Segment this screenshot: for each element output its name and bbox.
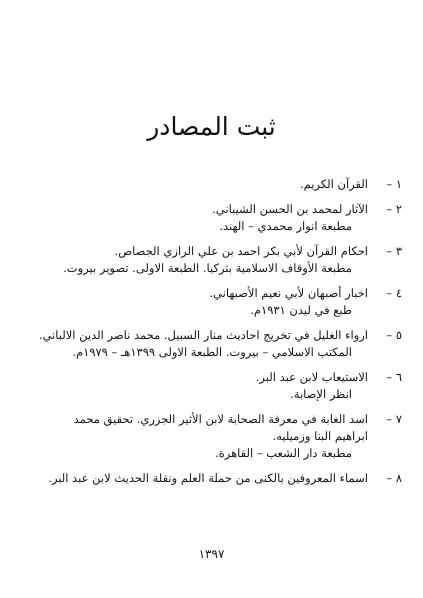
entry-title: الآثار لمحمد بن الحسن الشيباني. bbox=[212, 202, 368, 216]
reference-list bbox=[38, 176, 402, 495]
entry-publisher: مطبعة الأوقاف الاسلامية بتركيا. الطبعة الاولى. تصوير بيروت. bbox=[63, 261, 352, 275]
reference-entry bbox=[38, 470, 402, 487]
entry-number: ٧ – bbox=[386, 412, 402, 426]
entry-title: اسماء المعروفين بالكنى من حملة العلم ونقلة الحديث لابن عبد البر. bbox=[48, 471, 368, 485]
entry-number: ٨ – bbox=[386, 471, 402, 485]
entry-publisher: مطبعة انوار محمدي – الهند. bbox=[219, 219, 352, 233]
entry-number: ٦ – bbox=[386, 370, 402, 384]
entry-publisher: طبع في ليدن ١٩٣١م. bbox=[250, 303, 352, 317]
entry-number: ١ – bbox=[386, 177, 402, 191]
entry-publisher: مطبعة دار الشعب – القاهرة. bbox=[215, 446, 352, 460]
entry-number: ٣ – bbox=[386, 244, 402, 258]
entry-number: ٢ – bbox=[386, 202, 402, 216]
entry-title: اخبار أصبهان لأبي نعيم الأصبهاني. bbox=[209, 286, 368, 300]
entry-publisher: المكتب الاسلامي – بيروت. الطبعة الاولى ١٣٩٩هـ – ١٩٧٩م. bbox=[72, 345, 352, 359]
entry-number: ٤ – bbox=[386, 286, 402, 300]
page-title: ثبت المصادر bbox=[147, 112, 276, 141]
reference-entry bbox=[38, 176, 402, 193]
reference-entry bbox=[38, 201, 402, 235]
entry-title: الاستيعاب لابن عبد البر. bbox=[255, 370, 368, 384]
reference-entry bbox=[38, 285, 402, 319]
entry-title: احكام القرآن لأبي بكر احمد بن علي الرازي الجصاص. bbox=[114, 244, 368, 258]
reference-entry bbox=[38, 327, 402, 361]
entry-title: ارواء الغليل في تخريج احاديث منار السبيل. محمد ناصر الدين الالباني. bbox=[38, 328, 368, 342]
entry-publisher: انظر الإصابة. bbox=[290, 387, 352, 401]
entry-title: اسد الغابة في معرفة الصحابة لابن الأثير الجزري. تحقيق محمد ابراهيم البنا وزميليه. bbox=[73, 412, 368, 443]
reference-entry bbox=[38, 243, 402, 277]
page-number: ١٣٩٧ bbox=[198, 547, 225, 561]
reference-entry bbox=[38, 411, 402, 462]
entry-number: ٥ – bbox=[386, 328, 402, 342]
reference-entry bbox=[38, 369, 402, 403]
entry-title: القرآن الكريم. bbox=[299, 177, 368, 191]
